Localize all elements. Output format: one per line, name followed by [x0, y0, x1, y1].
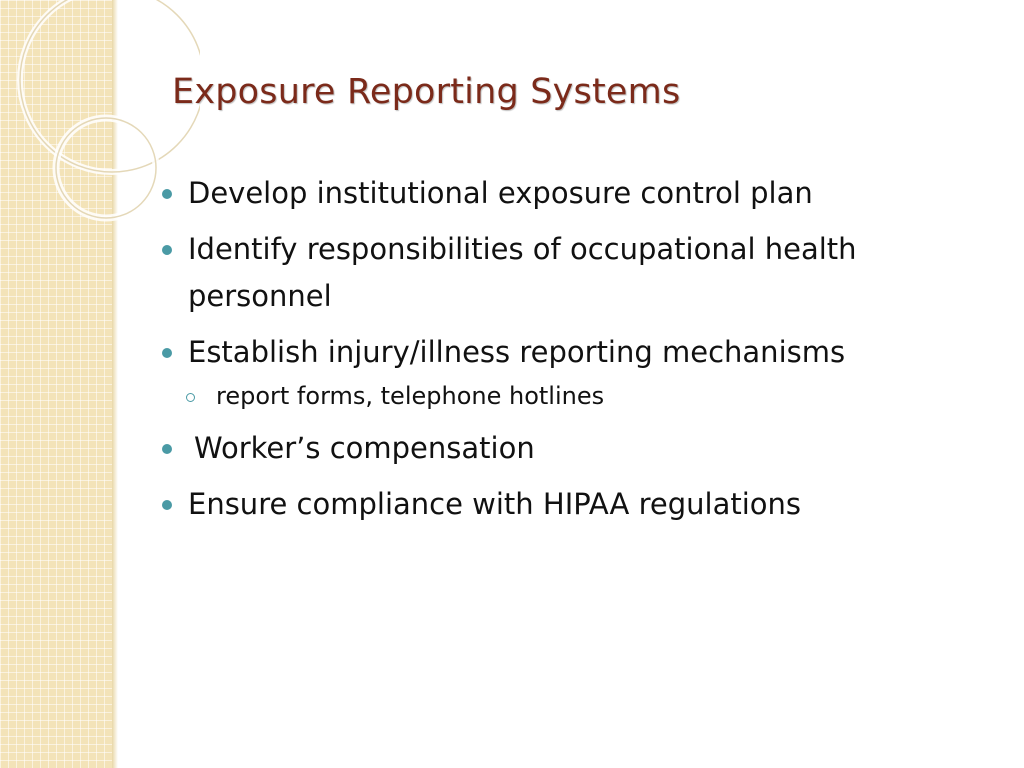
bullet-item [160, 170, 960, 217]
bullet-text: Develop institutional exposure control plan [188, 176, 813, 210]
slide-title: Exposure Reporting Systems [172, 72, 681, 112]
bullet-dot-icon [162, 245, 172, 255]
bullet-item [160, 329, 960, 376]
bullet-text: Ensure compliance with HIPAA regulations [188, 487, 801, 521]
bullet-dot-icon [162, 189, 172, 199]
hollow-circle-icon [186, 393, 195, 402]
bullet-text: Identify responsibilities of occupational health personnel [188, 232, 857, 313]
bullet-text: Establish injury/illness reporting mechanisms [188, 335, 846, 369]
sub-bullet-item [160, 379, 960, 413]
bullet-text: Worker’s compensation [194, 431, 535, 465]
bullet-dot-icon [162, 500, 172, 510]
bullet-dot-icon [162, 444, 172, 454]
bullet-item [160, 425, 960, 472]
sub-bullet-text: report forms, telephone hotlines [216, 382, 605, 410]
bullet-dot-icon [162, 348, 172, 358]
bullet-list [160, 170, 960, 537]
bullet-item [160, 481, 960, 528]
bullet-item [160, 226, 960, 320]
